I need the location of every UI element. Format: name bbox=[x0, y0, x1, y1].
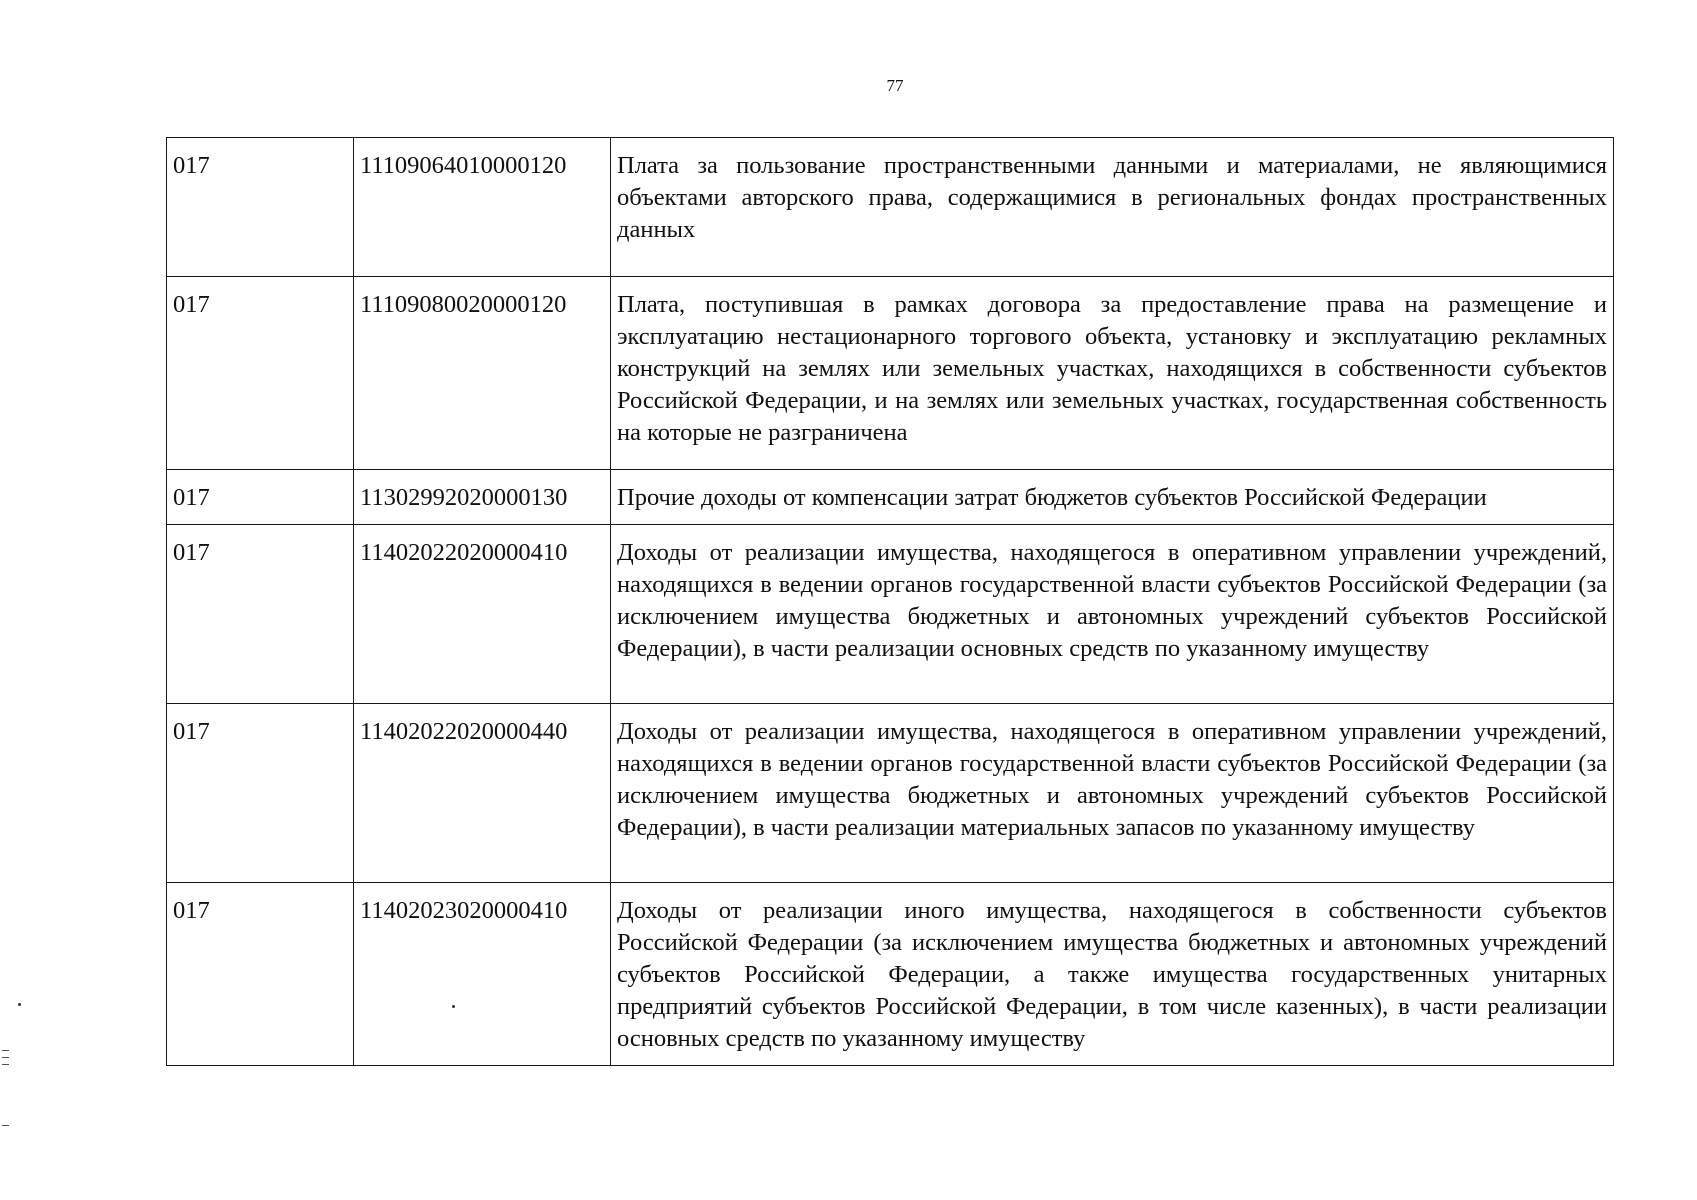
table-row bbox=[167, 704, 1614, 883]
budget-code-cell: 11402023020000410 bbox=[354, 883, 611, 1066]
scan-speck bbox=[18, 1003, 21, 1006]
table-row bbox=[167, 525, 1614, 704]
scan-speck bbox=[452, 1005, 455, 1008]
description-cell: Плата, поступившая в рамках договора за предоставление права на размещение и эксплуатацию нестационарного торгового объекта, установку и эксплуатацию рекламных конструкций на землях или земельных участках, находящихся в собственности субъектов Российской Федерации, и на землях или земельных участках, государственная собственность на которые не разграничена bbox=[611, 277, 1614, 470]
budget-code-cell: 11402022020000410 bbox=[354, 525, 611, 704]
description-cell: Доходы от реализации имущества, находящегося в оперативном управлении учреждений, находящихся в ведении органов государственной власти субъектов Российской Федерации (за исключением имущества бюджетных и автономных учреждений субъектов Российской Федерации), в части реализации материальных запасов по указанному имуществу bbox=[611, 704, 1614, 883]
budget-code-cell: 11109080020000120 bbox=[354, 277, 611, 470]
admin-code-cell: 017 bbox=[167, 470, 354, 525]
table-row bbox=[167, 138, 1614, 277]
budget-code-cell: 11109064010000120 bbox=[354, 138, 611, 277]
admin-code-cell: 017 bbox=[167, 883, 354, 1066]
scan-edge-marks bbox=[2, 1050, 10, 1126]
table-row bbox=[167, 470, 1614, 525]
table-row bbox=[167, 883, 1614, 1066]
budget-code-cell: 11402022020000440 bbox=[354, 704, 611, 883]
budget-income-table bbox=[166, 137, 1614, 1066]
budget-code-cell: 11302992020000130 bbox=[354, 470, 611, 525]
description-cell: Плата за пользование пространственными данными и материалами, не являющимися объектами авторского права, содержащимися в региональных фондах пространственных данных bbox=[611, 138, 1614, 277]
description-cell: Доходы от реализации имущества, находящегося в оперативном управлении учреждений, находящихся в ведении органов государственной власти субъектов Российской Федерации (за исключением имущества бюджетных и автономных учреждений субъектов Российской Федерации), в части реализации основных средств по указанному имуществу bbox=[611, 525, 1614, 704]
table-row bbox=[167, 277, 1614, 470]
admin-code-cell: 017 bbox=[167, 138, 354, 277]
description-cell: Доходы от реализации иного имущества, находящегося в собственности субъектов Российской Федерации (за исключением имущества бюджетных и автономных учреждений субъектов Российской Федерации, а также имущества государственных унитарных предприятий субъектов Российской Федерации, в том числе казенных), в части реализации основных средств по указанному имуществу bbox=[611, 883, 1614, 1066]
page-number: 77 bbox=[886, 76, 904, 95]
admin-code-cell: 017 bbox=[167, 277, 354, 470]
description-cell: Прочие доходы от компенсации затрат бюджетов субъектов Российской Федерации bbox=[611, 470, 1614, 525]
admin-code-cell: 017 bbox=[167, 704, 354, 883]
admin-code-cell: 017 bbox=[167, 525, 354, 704]
